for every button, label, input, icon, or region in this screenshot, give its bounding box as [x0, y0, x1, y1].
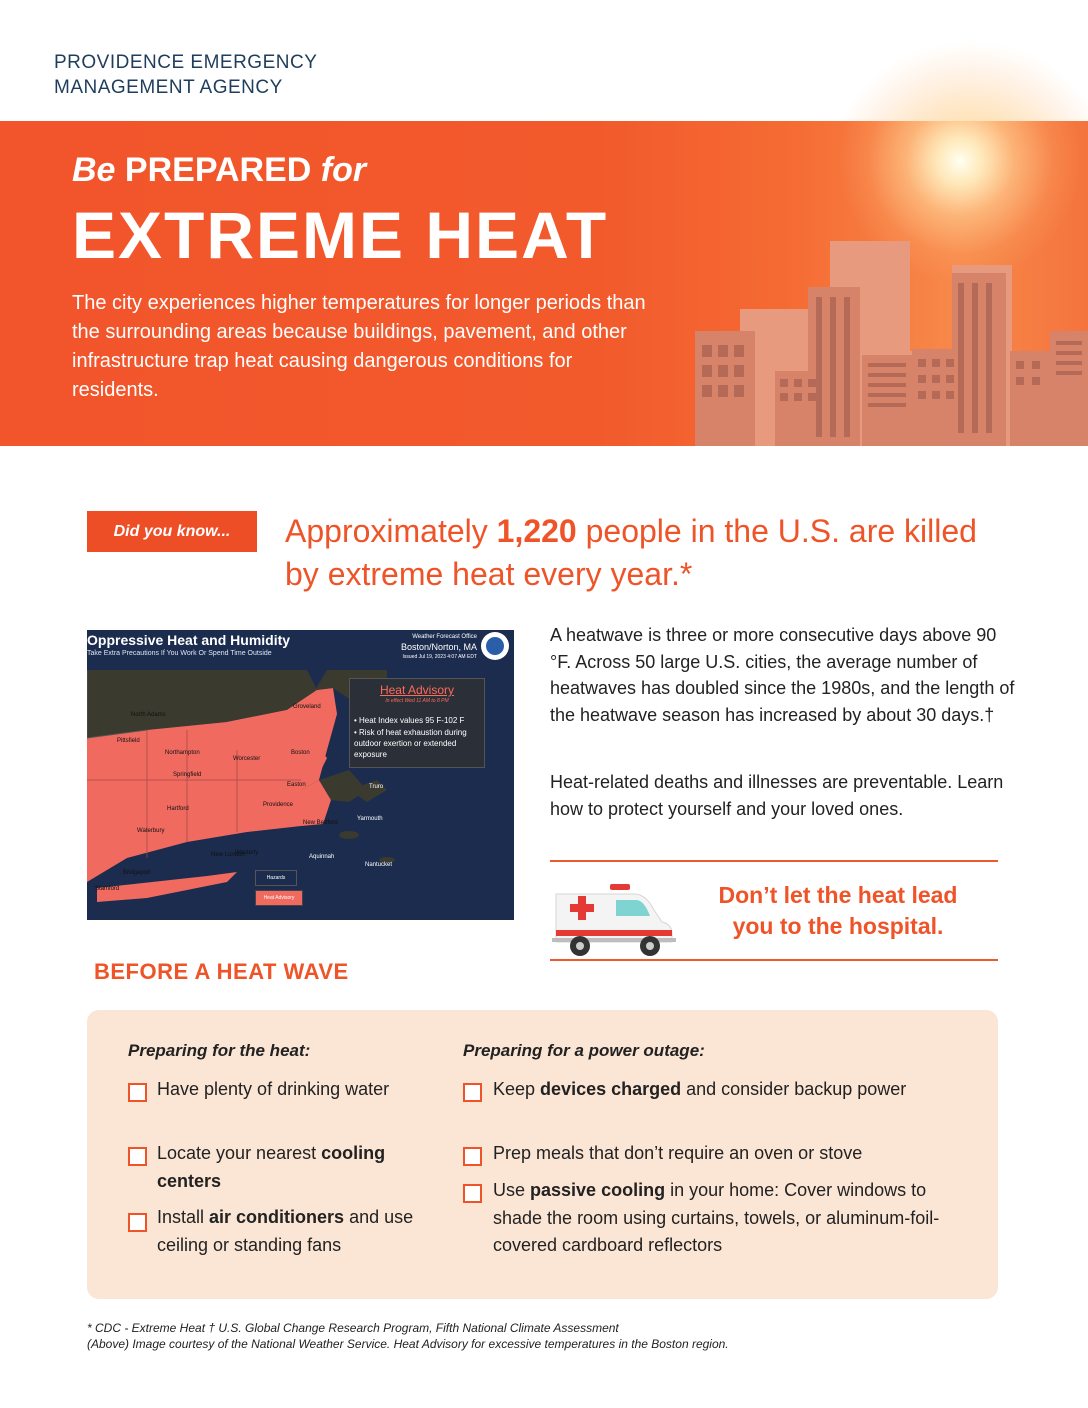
- tagline-prepared: PREPARED: [124, 151, 312, 189]
- heatwave-definition: A heatwave is three or more consecutive days above 90 °F. Across 50 large U.S. cities, the average number of heatwaves has doubled since the 1980s, and the length of the heatwave season has increased by about 30 days.†: [550, 625, 1015, 725]
- checkbox-icon[interactable]: [128, 1083, 147, 1102]
- map-label: North Adams: [131, 712, 166, 718]
- item-text-post: and consider backup power: [681, 1079, 907, 1099]
- advisory-bullet-1: • Heat Index values 95 F-102 F: [354, 716, 465, 725]
- heat-advisory-map: [87, 630, 514, 920]
- map-label: New London: [211, 852, 245, 858]
- item-bold: air conditioners: [209, 1207, 345, 1227]
- legend-hazards: Hazards: [255, 870, 297, 886]
- col2-heading: Preparing for a power outage:: [463, 1041, 705, 1060]
- ambulance-icon: [550, 882, 678, 960]
- hospital-line-1: Don’t let the heat lead: [718, 882, 958, 908]
- map-label: Yarmouth: [357, 816, 383, 822]
- footnote-sources: * CDC - Extreme Heat † U.S. Global Change Research Program, Fifth National Climate Assessment: [87, 1321, 619, 1335]
- tagline-be: Be: [72, 151, 116, 189]
- divider-bottom: [550, 959, 998, 961]
- map-label: Boston: [291, 750, 310, 756]
- office-line-2: Boston/Norton, MA: [400, 642, 477, 652]
- map-label: New Bedford: [303, 820, 338, 826]
- map-label: Waterbury: [137, 828, 165, 834]
- map-label: Pittsfield: [117, 738, 140, 744]
- map-label: Springfield: [173, 772, 202, 778]
- checkbox-icon[interactable]: [463, 1184, 482, 1203]
- map-label: Truro: [369, 784, 384, 790]
- item-bold: devices charged: [540, 1079, 682, 1099]
- divider-top: [550, 860, 998, 862]
- dyk-number: 1,220: [496, 513, 577, 549]
- map-label: Aquinnah: [309, 854, 335, 860]
- checkbox-icon[interactable]: [128, 1147, 147, 1166]
- hospital-callout: [688, 880, 988, 942]
- bullet-1-text: Heat Index values 95 F-102 F: [359, 716, 465, 725]
- list-item: [157, 1140, 427, 1195]
- map-subtitle: Take Extra Precautions If You Work Or Spend Time Outside: [87, 650, 272, 657]
- advisory-box: [349, 678, 485, 768]
- list-item: [493, 1076, 963, 1104]
- agency-line-1: PROVIDENCE EMERGENCY: [54, 52, 318, 73]
- map-label: Westerly: [235, 850, 259, 856]
- map-label: Stamford: [95, 886, 120, 892]
- agency-name: [54, 50, 317, 100]
- map-label: Easton: [287, 782, 306, 788]
- did-you-know-statement: [285, 510, 1005, 596]
- office-line-3: Issued Jul 19, 2023 4:07 AM EDT: [402, 654, 477, 660]
- map-label: Bridgeport: [123, 870, 151, 876]
- map-label: Providence: [263, 802, 294, 808]
- list-item: [493, 1177, 943, 1260]
- dyk-text-after: people in the U.S. are killed by extreme heat every year.*: [285, 513, 977, 592]
- col1-heading: Preparing for the heat:: [128, 1041, 311, 1060]
- item-text: Install: [157, 1207, 210, 1227]
- advisory-bullet-2: • Risk of heat exhaustion during outdoor exertion or extended exposure: [354, 728, 467, 759]
- advisory-title: Heat Advisory: [379, 683, 455, 697]
- map-label: Nantucket: [365, 862, 393, 868]
- legend-advisory: Heat Advisory: [255, 890, 303, 906]
- list-item: [157, 1076, 427, 1104]
- hero-description: The city experiences higher temperatures for longer periods than the surrounding areas because buildings, pavement, and other infrastructure trap heat causing dangerous conditions for residents.: [72, 292, 646, 401]
- hospital-line-2: you to the hospital.: [732, 913, 944, 939]
- list-item: [157, 1204, 432, 1259]
- list-item: [493, 1140, 973, 1168]
- checkbox-icon[interactable]: [463, 1147, 482, 1166]
- map-label: Hartford: [167, 806, 189, 812]
- footnote-image-credit: (Above) Image courtesy of the National Weather Service. Heat Advisory for excessive temperatures in the Boston region.: [87, 1337, 729, 1351]
- item-bold: passive cooling: [530, 1180, 666, 1200]
- map-label: Worcester: [233, 756, 261, 762]
- map-landmass-icon: [87, 630, 514, 920]
- section-title: BEFORE A HEAT WAVE: [94, 959, 349, 984]
- advisory-effect: In effect Wed 11 AM to 8 PM: [385, 698, 449, 704]
- dyk-text-before: Approximately: [285, 513, 497, 549]
- nws-logo-icon: [481, 632, 509, 660]
- checkbox-icon[interactable]: [128, 1213, 147, 1232]
- map-office: [385, 632, 477, 662]
- page-title: EXTREME HEAT: [72, 198, 609, 272]
- item-text-post: and use ceiling or standing fans: [157, 1207, 414, 1255]
- item-text: Locate your nearest: [157, 1143, 322, 1163]
- item-text: Have plenty of drinking water: [157, 1079, 390, 1099]
- office-line-1: Weather Forecast Office: [412, 634, 477, 640]
- item-text: Prep meals that don’t require an oven or stove: [493, 1143, 863, 1163]
- city-skyline-icon: [690, 231, 1088, 446]
- prevention-note: Heat-related deaths and illnesses are preventable. Learn how to protect yourself and your loved ones.: [550, 772, 1004, 819]
- item-text: Keep: [493, 1079, 541, 1099]
- tagline-for: for: [320, 151, 367, 189]
- map-title: Oppressive Heat and Humidity: [87, 632, 291, 648]
- map-label: Northampton: [165, 750, 200, 756]
- item-text-post: in your home: Cover windows to shade the room using curtains, towels, or aluminum-foil-covered cardboard reflectors: [493, 1180, 940, 1255]
- did-you-know-badge: Did you know...: [87, 511, 257, 552]
- item-text: Use: [493, 1180, 531, 1200]
- checkbox-icon[interactable]: [463, 1083, 482, 1102]
- agency-line-2: MANAGEMENT AGENCY: [54, 77, 283, 98]
- hero-banner: [0, 121, 1088, 446]
- bullet-2-text: Risk of heat exhaustion during outdoor exertion or extended exposure: [354, 728, 467, 759]
- map-label: Groveland: [293, 704, 321, 710]
- hero-tagline: [72, 151, 366, 190]
- item-bold: cooling centers: [157, 1143, 386, 1191]
